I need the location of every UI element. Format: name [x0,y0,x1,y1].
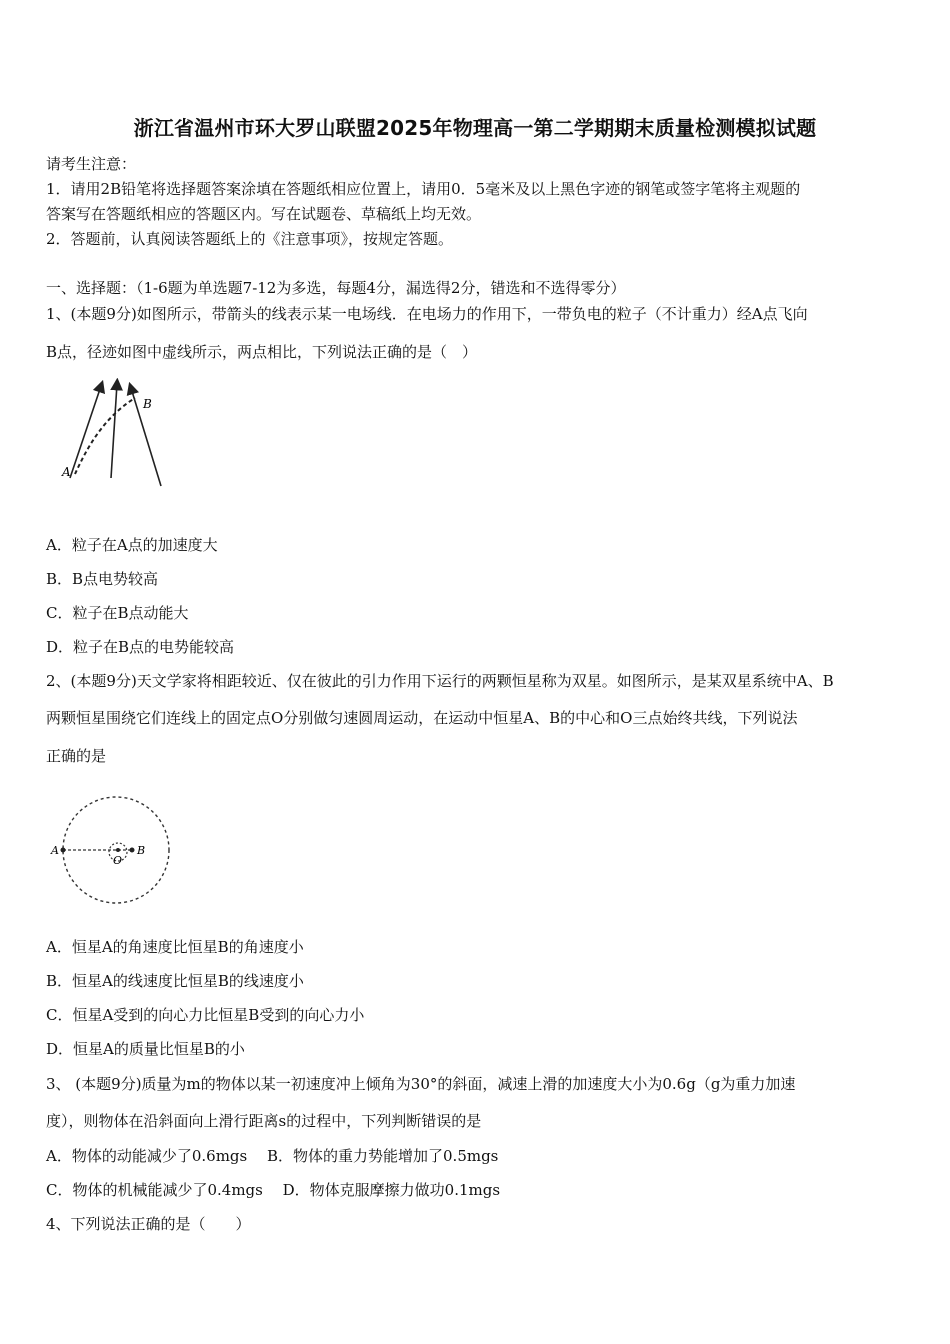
star-b-label: B [137,844,146,857]
binary-star-figure [48,784,178,914]
question-3-options-row-2: C．物体的机械能减少了0.4mgs D．物体克服摩擦力做功0.1mgs [46,1181,501,1199]
question-2-option-d: D．恒星A的质量比恒星B的小 [46,1040,245,1058]
page-title: 浙江省温州市环大罗山联盟2025年物理高一第二学期期末质量检测模拟试题 [133,116,817,140]
question-1-option-b: B．B点电势较高 [46,570,159,588]
question-2-stem: 2、(本题9分)天文学家将相距较近、仅在彼此的引力作用下运行的两颗恒星称为双星。如图所示，是某双星系统中A、B [46,672,834,690]
star-a-label: A [51,844,59,857]
question-1-stem-cont: B点，径迹如图中虚线所示，两点相比，下列说法正确的是（ ） [46,343,478,361]
question-2-option-c: C．恒星A受到的向心力比恒星B受到的向心力小 [46,1006,365,1024]
field-line-left [70,386,101,478]
notice-item-1: 1．请用2B铅笔将选择题答案涂填在答题纸相应位置上，请用0．5毫米及以上黑色字迹的钢笔或签字笔将主观题的 [46,180,801,198]
notice-heading: 请考生注意： [46,155,137,173]
point-a-label: A [62,465,71,479]
section-heading: 一、选择题：（1-6题为单选题7-12为多选，每题4分，漏选得2分，错选和不选得零分） [46,279,626,297]
question-1-stem: 1、(本题9分)如图所示，带箭头的线表示某一电场线．在电场力的作用下，一带负电的粒子（不计重力）经A点飞向 [46,305,808,323]
center-o-label: O [113,854,123,867]
question-2-option-b: B．恒星A的线速度比恒星B的线速度小 [46,972,304,990]
notice-item-1-cont: 答案写在答题纸相应的答题区内。写在试题卷、草稿纸上均无效。 [46,205,482,223]
question-2-stem-cont: 两颗恒星围绕它们连线上的固定点O分别做匀速圆周运动，在运动中恒星A、B的中心和O三点始终共线，下列说法 [46,709,798,727]
question-3-options-row-1: A．物体的动能减少了0.6mgs B．物体的重力势能增加了0.5mgs [46,1147,499,1165]
question-1-option-c: C．粒子在B点动能大 [46,604,189,622]
question-1-option-a: A．粒子在A点的加速度大 [46,536,218,554]
question-4-stem: 4、下列说法正确的是（ ） [46,1215,251,1233]
question-2-stem-end: 正确的是 [46,747,107,765]
question-3-stem-cont: 度），则物体在沿斜面向上滑行距离s的过程中，下列判断错误的是 [46,1112,482,1130]
star-a [61,848,66,853]
field-line-middle [111,384,117,478]
star-b [130,848,135,853]
question-3-stem: 3、 (本题9分)质量为m的物体以某一初速度冲上倾角为30°的斜面，减速上滑的加速度大小为0.6g（g为重力加速 [46,1075,796,1093]
electric-field-figure [55,378,175,493]
question-2-option-a: A．恒星A的角速度比恒星B的角速度小 [46,938,304,956]
point-b-label: B [143,397,152,411]
notice-item-2: 2．答题前，认真阅读答题纸上的《注意事项》，按规定答题。 [46,230,454,248]
question-1-option-d: D．粒子在B点的电势能较高 [46,638,235,656]
center-o [116,848,120,852]
